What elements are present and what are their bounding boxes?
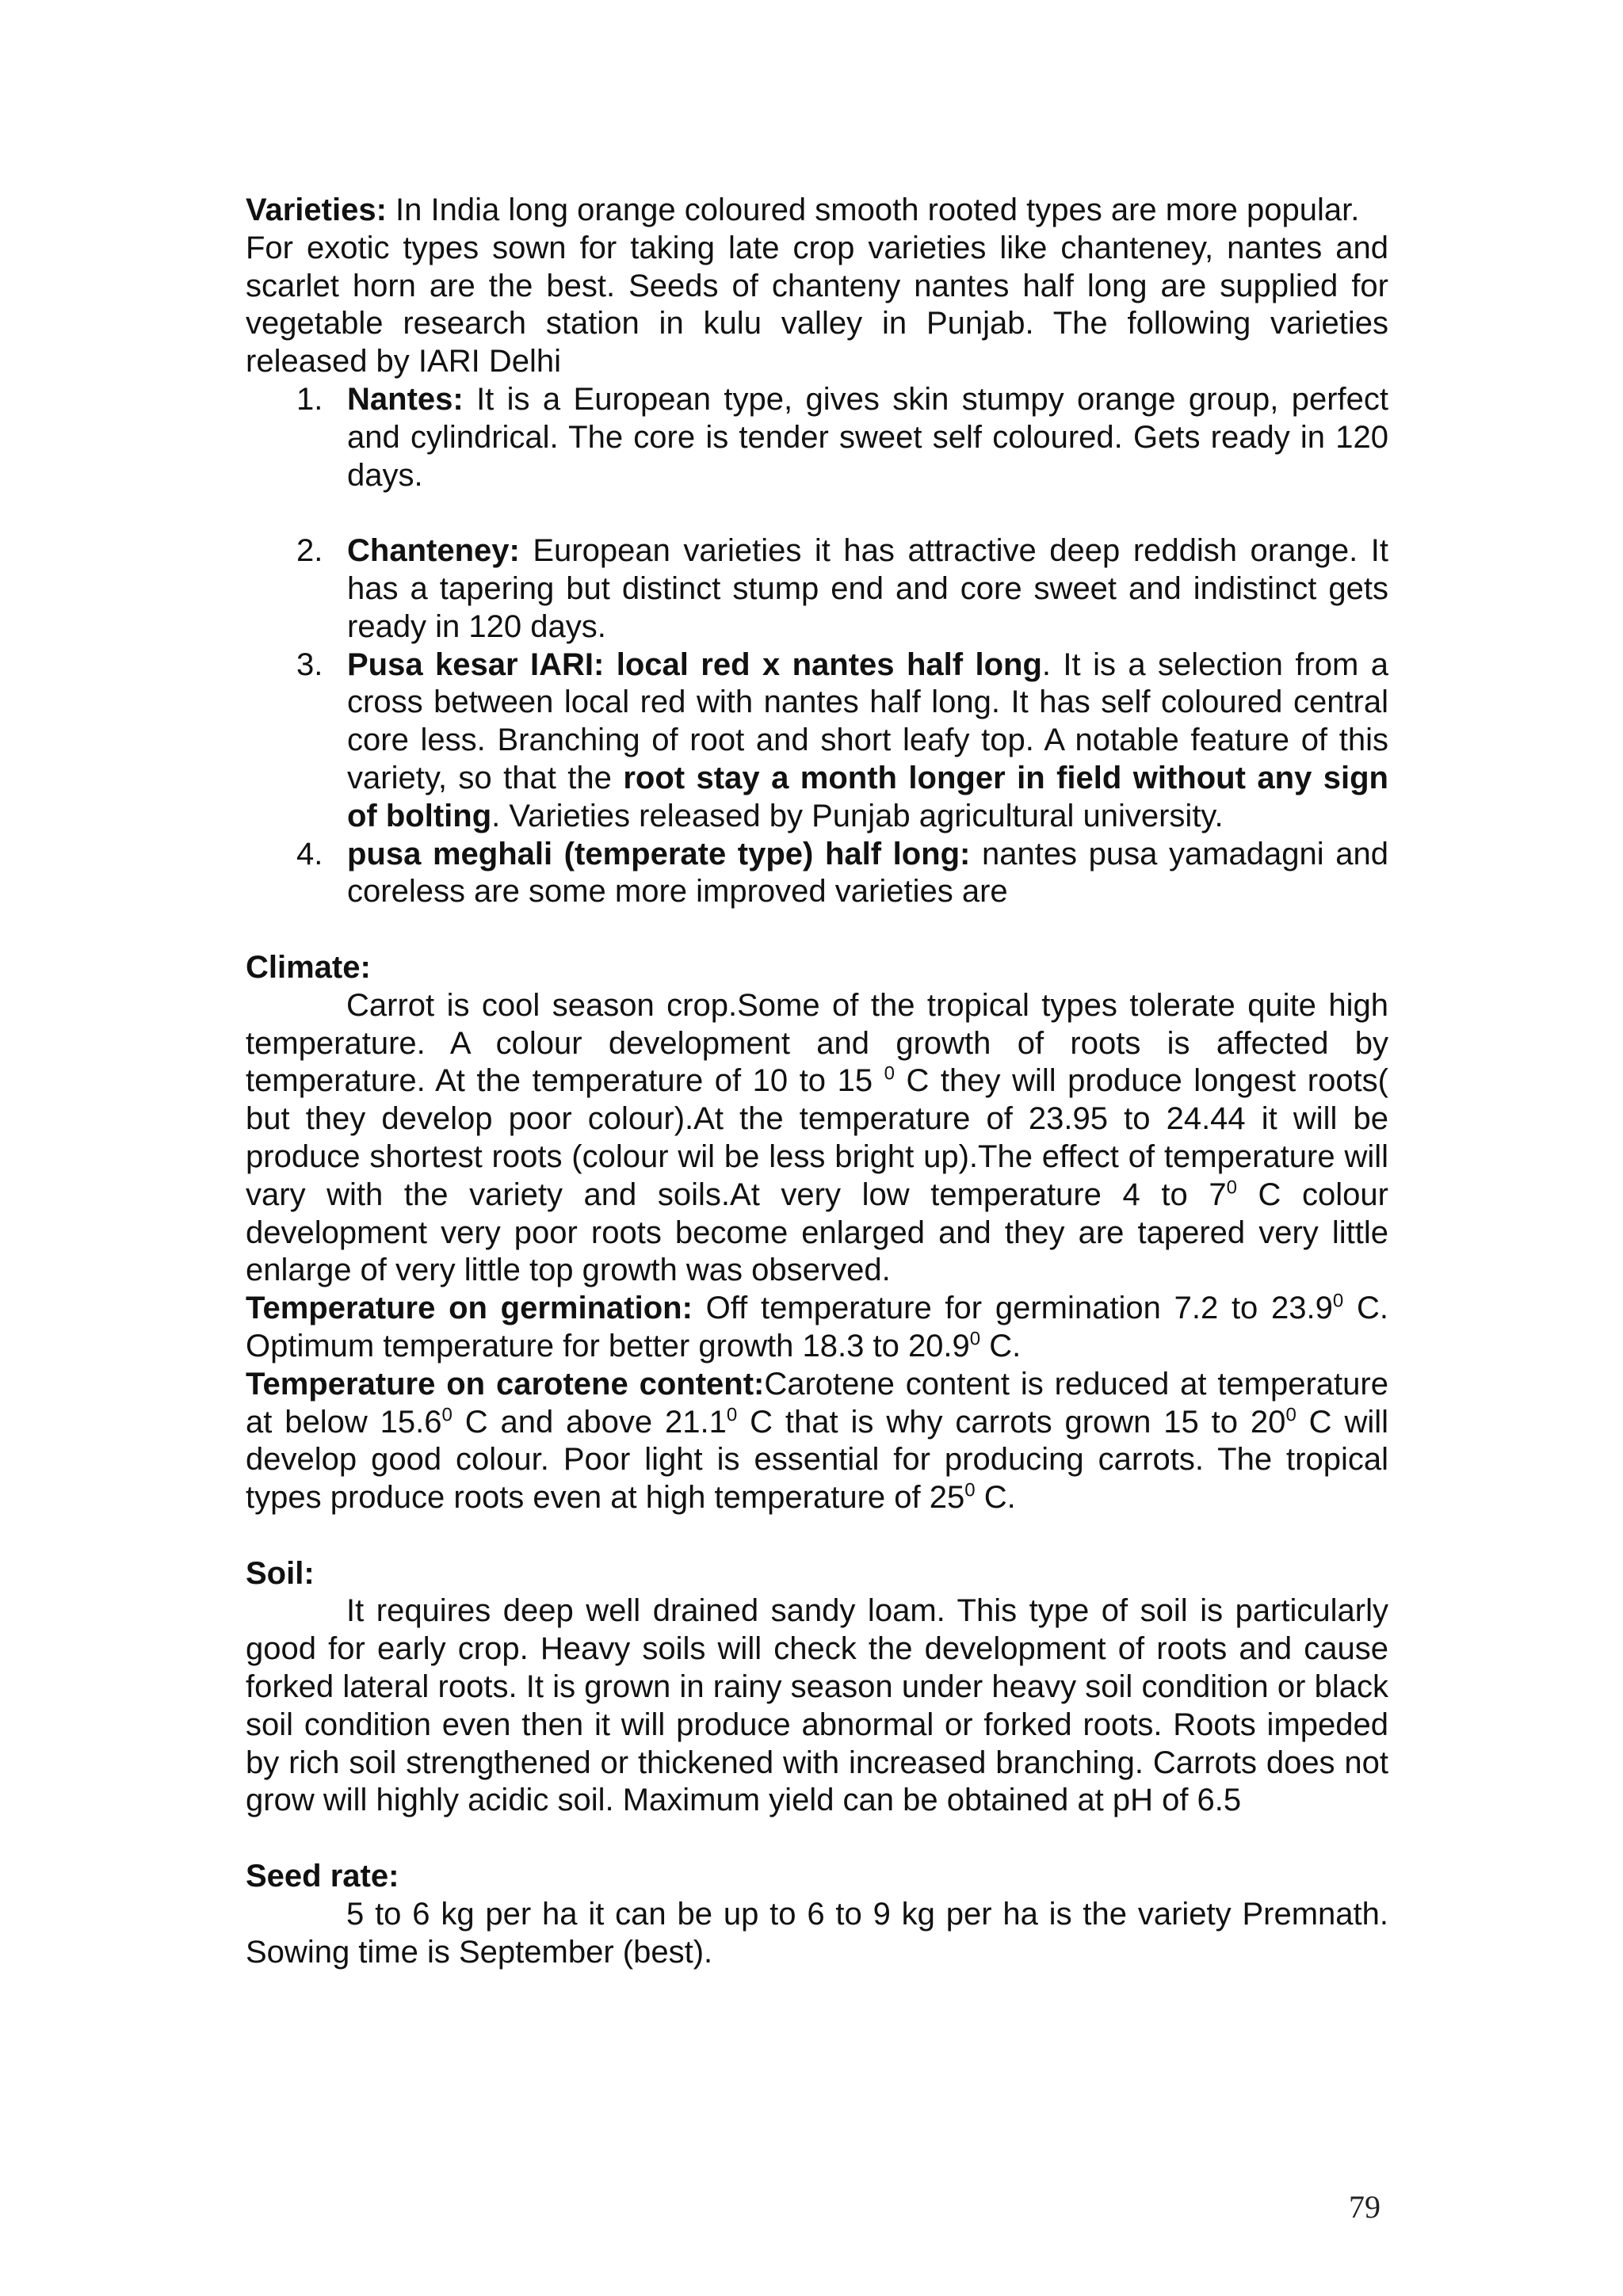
list-item: 2. Chanteney: European varieties it has attractive deep reddish orange. It has a tapering but distinct stump end and core sweet and indistinct gets ready in 120 days. bbox=[296, 533, 1388, 644]
seed-rate-paragraph: 5 to 6 kg per ha it can be up to 6 to 9 kg per ha is the variety Premnath. Sowing time is September (best). bbox=[246, 1896, 1388, 1970]
germination-paragraph: Temperature on germination: Off temperature for germination 7.2 to 23.9$^0$ C. Optimum temperature for better growth 18.3 to 20.9$^0$ C. bbox=[246, 1290, 1389, 1363]
varieties-intro: Varieties: In India long orange coloured smooth rooted types are more popular. bbox=[246, 193, 1360, 227]
page-number: 79 bbox=[1349, 2189, 1381, 2225]
climate-paragraph: Carrot is cool season crop.Some of the tropical types tolerate quite high temperature. A colour development and growth of roots is affected by temperature. At the temperature of 10 to 15 $^0$ C they will produce longest roots( but they develop poor colour).At the temperature of 23.95 to 24.44 it will be produce shortest roots (colour wil be less bright up).The effect of temperature will vary with the variety and soils.At very low temperature 4 to $7^0$ C colour development very poor roots become enlarged and they are tapered very little enlarge of very little top growth was observed. bbox=[246, 987, 1388, 1288]
soil-heading: Soil: bbox=[246, 1555, 315, 1591]
page-body bbox=[246, 192, 1388, 1971]
list-item: 4. pusa meghali (temperate type) half long: nantes pusa yamadagni and coreless are some more improved varieties are bbox=[296, 836, 1388, 910]
spacer bbox=[246, 494, 1388, 532]
varieties-paragraph: For exotic types sown for taking late crop varieties like chanteney, nantes and scarlet horn are the best. Seeds of chanteny nantes half long are supplied for vegetable research station in kulu valley in Punjab. The following varieties released by IARI Delhi bbox=[246, 230, 1388, 379]
carotene-heading: Temperature on carotene content: bbox=[246, 1366, 765, 1402]
spacer bbox=[246, 1517, 1388, 1555]
carotene-paragraph: Temperature on carotene content:Carotene content is reduced at temperature at below 15.6$^0$ C and above 21.1$^0$ C that is why carrots grown 15 to $20^0$ C will develop good colour. Poor light is essential for producing carrots. The tropical types produce roots even at high temperature of $25^0$ C. bbox=[246, 1366, 1389, 1516]
list-item: 3. Pusa kesar IARI: local red x nantes half long. It is a selection from a cross between local red with nantes half long. It has self coloured central core less. Branching of root and short leafy top. A notable feature of this variety, so that the root stay a month longer in field without any sign of bolting. Varieties released by Punjab agricultural university. bbox=[296, 646, 1388, 833]
variety-name: Chanteney: bbox=[347, 533, 520, 569]
climate-heading: Climate: bbox=[246, 949, 371, 985]
soil-paragraph: It requires deep well drained sandy loam. This type of soil is particularly good for early crop. Heavy soils will check the development of roots and cause forked lateral roots. It is grown in rainy season under heavy soil condition or black soil condition even then it will produce abnormal or forked roots. Roots impeded by rich soil strengthened or thickened with increased branching. Carrots does not grow will highly acidic soil. Maximum yield can be obtained at pH of 6.5 bbox=[246, 1593, 1388, 1818]
variety-name: Pusa kesar IARI: local red x nantes half long bbox=[347, 646, 1042, 682]
list-item: 1. Nantes: It is a European type, gives skin stumpy orange group, perfect and cylindrical. The core is tender sweet self coloured. Gets ready in 120 days. bbox=[296, 381, 1388, 493]
variety-name: Nantes: bbox=[347, 381, 464, 417]
seed-rate-heading: Seed rate: bbox=[246, 1859, 399, 1894]
emphasis-text: root stay a month longer in field without any sign of bolting bbox=[347, 760, 1388, 833]
varieties-heading: Varieties: bbox=[246, 193, 387, 227]
spacer bbox=[246, 1820, 1388, 1858]
variety-name: pusa meghali (temperate type) half long: bbox=[347, 836, 971, 871]
spacer bbox=[246, 911, 1388, 949]
germination-heading: Temperature on germination: bbox=[246, 1291, 693, 1326]
